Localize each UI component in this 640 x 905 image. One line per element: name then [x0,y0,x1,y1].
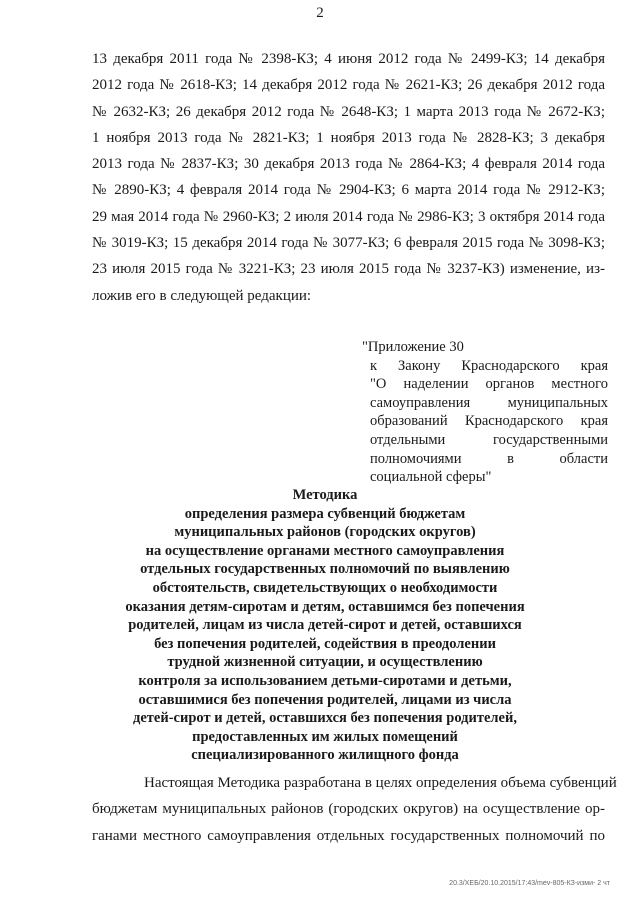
page-number: 2 [316,5,324,21]
text-line: 1 ноября 2013 года № 2821-КЗ; 1 ноября 2013 года № 2828-КЗ; 3 декабря [92,129,605,146]
title-line: трудной жизненной ситуации, и осуществлению [167,654,483,671]
title-line: детей-сирот и детей, оставшихся без попечения родителей, [133,710,517,727]
appendix-heading: "Приложение 30 [362,339,464,355]
title-line: специализированного жилищного фонда [191,747,459,764]
text-line: № 2890-КЗ; 4 февраля 2014 года № 2904-КЗ; 6 марта 2014 года № 2912-КЗ; [92,182,605,199]
title-line: муниципальных районов (городских округов) [174,524,476,541]
title-line: на осуществление органами местного самоуправления [145,542,505,559]
title-line: предоставленных им жилых помещений [192,728,458,745]
methodology-title [100,486,550,765]
appendix-line: отдельными государственными [370,431,608,448]
appendix-line: к Закону Краснодарского края [370,357,608,374]
appendix-line: "О наделении органов местного [370,376,608,393]
appendix-reference [362,338,608,487]
text-line: бюджетам муниципальных районов (городских округов) на осуществление ор- [92,801,605,818]
title-line: Методика [292,487,358,503]
title-line: без попечения родителей, содействия в преодолении [154,635,496,652]
text-line: 29 мая 2014 года № 2960-КЗ; 2 июля 2014 года № 2986-КЗ; 3 октября 2014 года [92,208,605,225]
appendix-line: социальной сферы" [370,469,492,486]
text-line: Настоящая Методика разработана в целях определения объема субвенций [144,775,617,791]
footer-code: 20.3/ХЕБ/20.10.2015/17:43/mev-805-КЗ-изми- 2 чт [449,880,610,887]
text-line: ложив его в следующей редакции: [92,287,312,304]
title-line: отдельных государственных полномочий по выявлению [140,561,510,578]
text-line: ганами местного самоуправления отдельных государственных полномочий по [92,827,605,844]
title-line: оказания детям-сиротам и детям, оставшимся без попечения [125,598,525,615]
title-line: контроля за использованием детьми-сиротами и детьми, [138,672,512,689]
title-line: родителей, лицам из числа детей-сирот и детей, оставшихся [128,617,522,634]
appendix-line: полномочиями в области [370,450,608,467]
text-line: 13 декабря 2011 года № 2398-КЗ; 4 июня 2012 года № 2499-КЗ; 14 декабря [92,51,605,67]
text-line: № 3019-КЗ; 15 декабря 2014 года № 3077-КЗ; 6 февраля 2015 года № 3098-КЗ; [92,235,605,252]
title-line: оставшимися без попечения родителей, лицами из числа [138,691,512,708]
title-line: обстоятельств, свидетельствующих о необходимости [152,579,498,596]
amendment-text [92,46,605,309]
appendix-line: самоуправления муниципальных [370,394,608,411]
appendix-line: образований Краснодарского края [370,413,608,430]
title-line: определения размера субвенций бюджетам [184,505,466,522]
text-line: 2013 года № 2837-КЗ; 30 декабря 2013 года № 2864-КЗ; 4 февраля 2014 года [92,156,605,173]
text-line: 2012 года № 2618-КЗ; 14 декабря 2012 года № 2621-КЗ; 26 декабря 2012 года [92,77,605,94]
text-line: № 2632-КЗ; 26 декабря 2012 года № 2648-КЗ; 1 марта 2013 года № 2672-КЗ; [92,103,605,120]
methodology-paragraph [92,770,617,849]
text-line: 23 июля 2015 года № 3221-КЗ; 23 июля 2015 года № 3237-КЗ) изменение, из- [92,261,605,278]
